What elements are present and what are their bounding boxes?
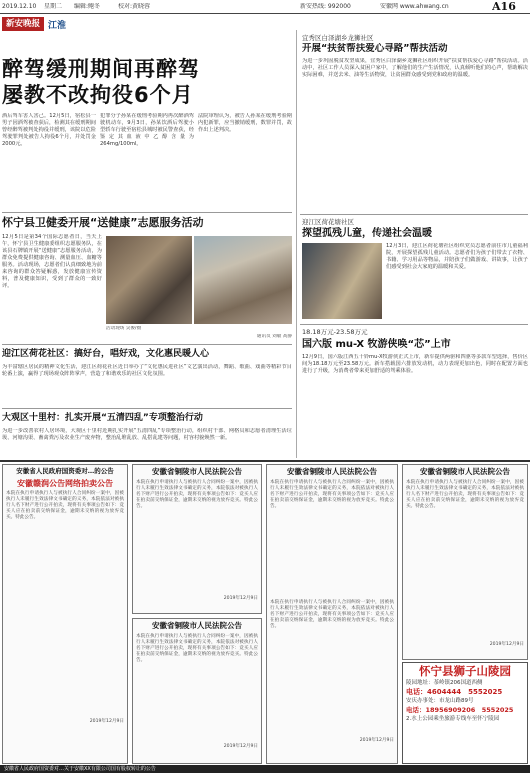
main-story-body	[2, 113, 292, 205]
health-photo-1	[106, 236, 192, 324]
divider	[300, 324, 528, 325]
right-column-rule	[296, 30, 297, 458]
notice-ad-1-title: 安徽省人民政府国资委对…的公告	[16, 467, 114, 475]
divider	[2, 212, 292, 213]
health-headline: 怀宁县卫健委开展“送健康”志愿服务活动	[2, 216, 204, 229]
region-label: 江淮	[48, 21, 67, 31]
right-story2-headline: 探望孤残儿童，传递社会温暖	[302, 228, 432, 239]
ads-top-rule	[0, 460, 530, 462]
masthead-logo	[2, 17, 44, 31]
header-editor: 编辑:鲍冬	[74, 3, 101, 10]
notice-ad-3-body: 本院在执行申请执行人与被执行人合同纠纷一案中，因被执行人未履行生效法律文书确定的义务，本院依法对被执行人名下财产进行公开拍卖，现将有关事项公告如下：竞买人应在拍卖前交纳保证金，逾期未交纳的视为放弃竞买。特此公告。	[136, 634, 258, 663]
cemetery-ad-phone2: 电话：18956909206 5552025	[406, 706, 514, 714]
left-story3-headline: 大观区十里村：扎实开展“五清四乱”专项整治行动	[2, 413, 203, 423]
notice-ad-5-date: 2019年12月9日	[489, 642, 524, 647]
header-rule	[0, 13, 530, 14]
notice-ad-4-title: 安徽省铜陵市人民法院公告	[287, 467, 377, 476]
bottom-strip-text: 安徽省人民政府国资委对…关于安徽XX有限公司国有股权转让的公告	[4, 766, 156, 772]
divider	[2, 344, 292, 345]
right-story3-body: 12月9日，国六版江西五十铃mu-X牧游侠正式上市，新车提供两驱和四驱等多款车型选择，售价区间为18.18万元至23.58万元。新车搭载国六排放发动机，动力表现更加出色，同时在配置方面也进行了升级，为消费者带来更加舒适的驾乘体验。	[302, 354, 528, 374]
right-story1-headline: 开展“扶贫帮扶爱心寻路”帮扶活动	[302, 43, 448, 54]
divider	[300, 214, 528, 215]
header-weekday: 星期二	[44, 3, 63, 10]
header-hotline: 新安热线: 992000	[300, 3, 351, 10]
header-website: 安徽网 www.ahwang.cn	[380, 3, 449, 10]
right-story3-headline: 国六版 mu-X 牧游侠唤“芯”上市	[302, 339, 451, 350]
masthead-text: 新安晚报	[5, 19, 40, 29]
auction-title: 安徽赣润公告网络拍卖公告	[17, 479, 113, 488]
notice-ad-2	[132, 464, 262, 614]
main-headline-line2: 屡教不改拘役6个月	[2, 83, 194, 107]
cemetery-ad-office: 安庆办事处：市龙山路89号	[406, 698, 474, 704]
notice-ad-5	[402, 464, 528, 660]
right-story1-body: 为进一步巩固脱贫攻坚成果，宜秀区白泽湖乡龙狮社区组织开展“扶贫帮扶爱心寻路”帮扶活动。活动中，社区工作人员深入贫困户家中，了解他们的生产生活情况，认真倾听他们的心声，帮助解决实际困难，并送去米、油等生活物资，让贫困群众感受到党和政府的温暖。	[302, 58, 528, 78]
health-reporter: 通讯员 刘敏 高静	[256, 334, 292, 339]
notice-ad-1-date: 2019年12月9日	[89, 719, 124, 724]
page-header	[0, 0, 530, 14]
health-caption: 活动现场 吴俊/摄	[106, 326, 142, 331]
left-story3-body: 为进一步改善农村人居环境，大观区十里村近期扎实开展“五清四乱”专项整治行动，组织村干部、网格员和志愿者清理生活垃圾、河塘沟渠、畜禽粪污及农业生产废弃物，整治乱堆乱放、乱搭乱建等问题，村容村貌焕然一新。	[2, 428, 292, 441]
right-story3-kicker: 18.18万元-23.58万元	[302, 328, 368, 336]
notice-ad-2-title: 安徽省铜陵市人民法院公告	[152, 467, 242, 476]
right-story2-body: 12月3日，迎江区荷花塘社区组织党员志愿者前往市儿童福利院，开展探望孤残儿童活动。志愿者们为孩子们带去了衣物、书籍、学习用品等物品，并陪孩子们做游戏、讲故事，让孩子们感受到社会大家庭的温暖和关爱。	[386, 243, 528, 270]
notice-ad-4-body-2: 本院在执行申请执行人与被执行人合同纠纷一案中，因被执行人未履行生效法律文书确定的义务，本院依法对被执行人名下财产进行公开拍卖，现将有关事项公告如下：竞买人应在拍卖前交纳保证金，逾期未交纳的视为放弃竞买。特此公告。	[270, 600, 394, 629]
health-body: 12月5日是第34个国际志愿者日，当天上午，怀宁县卫生健康委组织志愿服务队，在该县石牌镇开展“送健康”志愿服务活动，为群众免费提供健康咨询、测量血压、血糖等服务。活动现场，志愿者们认真细致地为前来咨询的群众答疑解惑，发放健康宣传资料，普及健康知识，受到了群众的一致好评。	[2, 234, 102, 289]
notice-ad-5-title: 安徽省铜陵市人民法院公告	[420, 467, 510, 476]
left-story2-headline: 迎江区荷花社区：搞好台，唱好戏，文化惠民暖人心	[2, 349, 210, 359]
main-story-col1: 酒后驾车害人害己。12月5日，宿松县一男子因酒驾被查获后，检测其在缓刑期间曾经醉驾被判处拘役并缓刑，该院以危险驾驶罪判处被告人拘役6个月，并处罚金2000元。	[2, 113, 96, 147]
notice-ad-3-date: 2019年12月9日	[223, 744, 258, 749]
cemetery-ad-title: 怀宁县狮子山陵园	[419, 664, 511, 678]
left-story2-body: 为丰富辖区居民的精神文化生活，迎江区荷花社区近日举办了“文化惠民进社区”文艺演出活动，舞蹈、歌曲、戏曲等精彩节目轮番上演，赢得了现场观众阵阵掌声，营造了和谐欢乐的社区文化氛围。	[2, 364, 292, 377]
main-headline	[2, 56, 292, 108]
notice-ad-3	[132, 618, 262, 764]
main-headline-line1: 醉驾缓刑期间再醉驾	[2, 57, 200, 81]
notice-ad-1-body: 本院在执行申请执行人与被执行人合同纠纷一案中，因被执行人未履行生效法律文书确定的义务，本院依法对被执行人名下财产进行公开拍卖，现将有关事项公告如下：竞买人应在拍卖前交纳保证金，逾期未交纳的视为放弃竞买。特此公告。	[6, 491, 124, 520]
bottom-strip	[0, 765, 530, 773]
cemetery-ad-phone1: 电话：4604444 5552025	[406, 688, 503, 696]
notice-ad-2-body: 本院在执行申请执行人与被执行人合同纠纷一案中，因被执行人未履行生效法律文书确定的义务，本院依法对被执行人名下财产进行公开拍卖，现将有关事项公告如下：竞买人应在拍卖前交纳保证金，逾期未交纳的视为放弃竞买。特此公告。	[136, 480, 258, 509]
notice-ad-4-body: 本院在执行申请执行人与被执行人合同纠纷一案中，因被执行人未履行生效法律文书确定的义务，本院依法对被执行人名下财产进行公开拍卖，现将有关事项公告如下：竞买人应在拍卖前交纳保证金，逾期未交纳的视为放弃竞买。特此公告。	[270, 480, 394, 509]
notice-ad-4	[266, 464, 398, 764]
health-photo-2	[194, 236, 292, 324]
right-story1-kicker: 宜秀区白泽湖乡龙狮社区	[302, 34, 374, 42]
notice-ad-3-title: 安徽省铜陵市人民法院公告	[152, 621, 242, 630]
notice-ad-5-body: 本院在执行申请执行人与被执行人合同纠纷一案中，因被执行人未履行生效法律文书确定的义务，本院依法对被执行人名下财产进行公开拍卖，现将有关事项公告如下：竞买人应在拍卖前交纳保证金，逾期未交纳的视为放弃竞买。特此公告。	[406, 480, 524, 509]
main-story-col2: 犯罪分子孙某在缓刑考验期内再次醉酒驾驶机动车，9月3日，孙某饮酒后驾驶小型轿车行驶至宿松县城时被民警查获，经鉴定其血液中乙醇含量为264mg/100ml。	[100, 113, 194, 147]
header-proof: 校对:黄晓蓉	[118, 3, 151, 10]
right-story2-kicker: 迎江区荷花塘社区	[302, 218, 354, 226]
header-date: 2019.12.10	[2, 3, 37, 10]
cemetery-ad	[402, 662, 528, 764]
cemetery-ad-bus: 2.水上公园乘坐旅游专线车至怀宁陵园	[406, 716, 500, 722]
notice-ad-4-date: 2019年12月9日	[359, 738, 394, 743]
divider	[2, 408, 292, 409]
page-number: A16	[492, 0, 516, 13]
main-story-col3: 法院审理认为，被告人孙某在缓刑考验期内犯新罪，应当撤销缓刑，数罪并罚，故作出上述判决。	[198, 113, 292, 133]
notice-ad-1	[2, 464, 128, 764]
cemetery-ad-address: 陵园地址：茶岭镇206国道西侧	[406, 680, 483, 686]
notice-ad-2-date: 2019年12月9日	[223, 596, 258, 601]
right-story2-photo	[302, 243, 382, 319]
